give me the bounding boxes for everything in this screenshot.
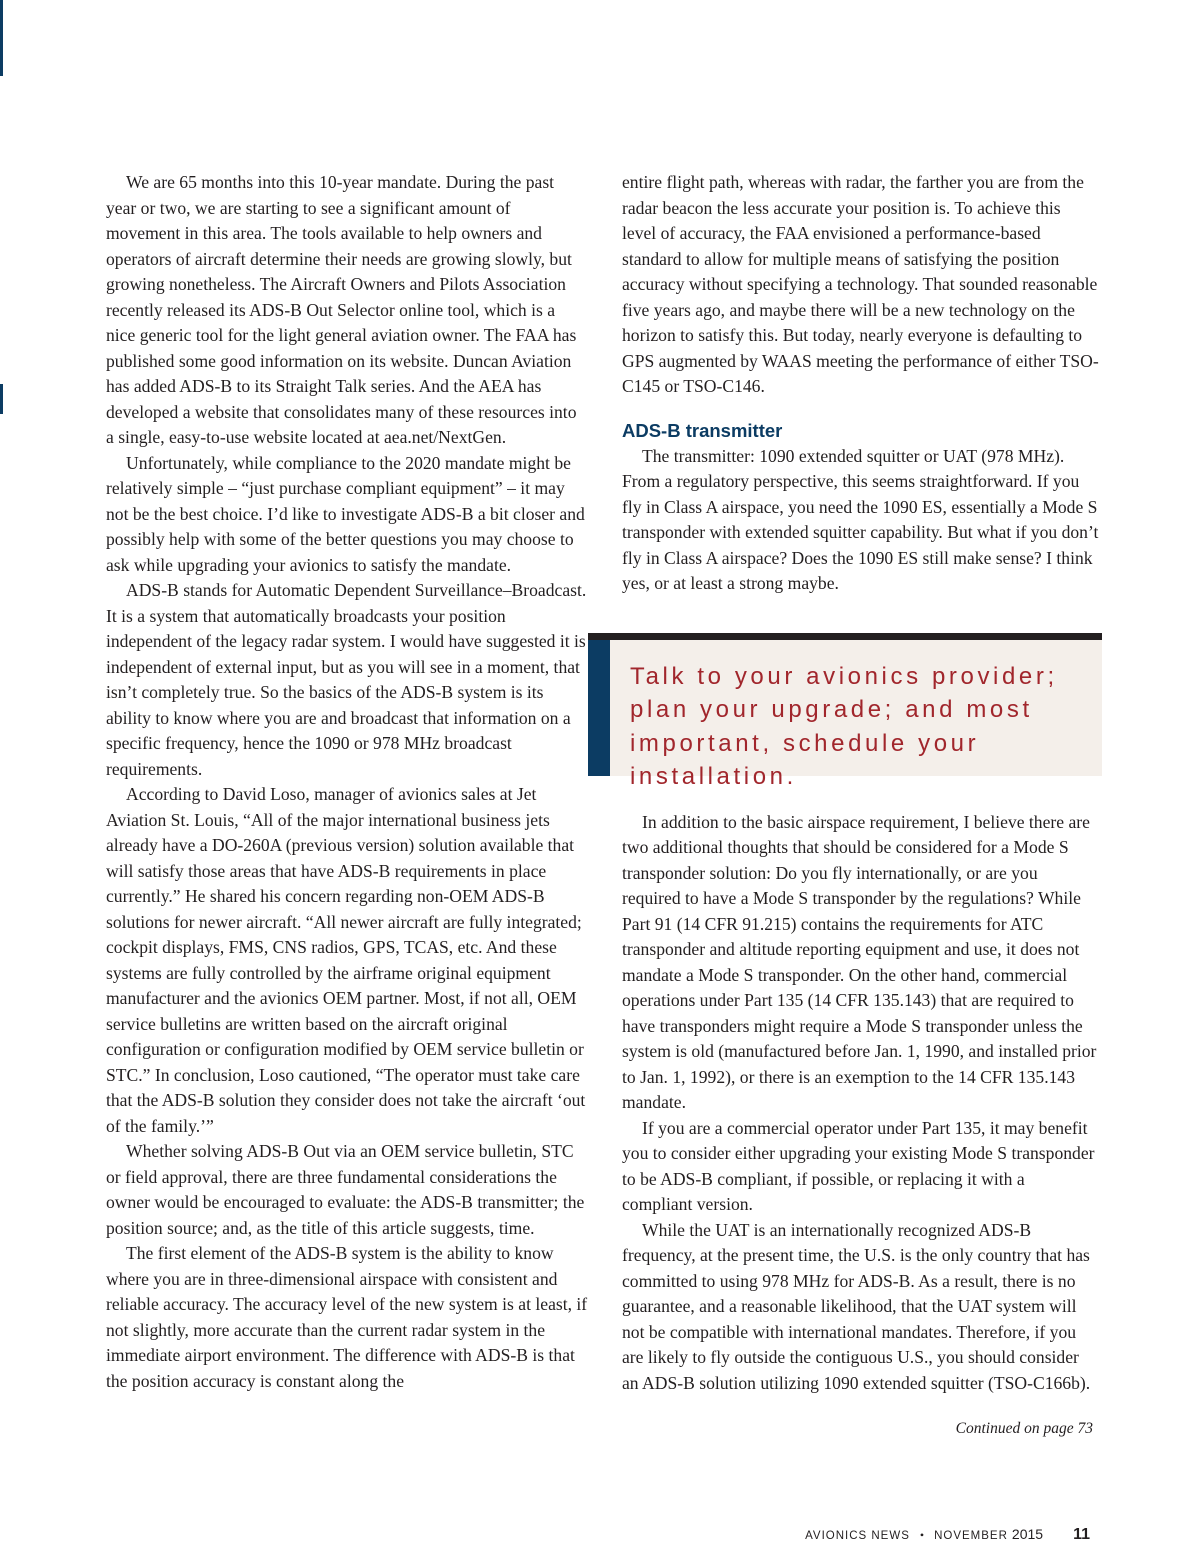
page-edge-marker-top [0,0,3,76]
body-paragraph: Unfortunately, while compliance to the 2020 mandate might be relatively simple – “just purchase compliant equipment” – it may not be the best choice. I’d like to investigate ADS-B a bit closer and possibly help with some of the better questions you may choose to ask while upgrading your avionics to satisfy the mandate. [106,452,585,575]
body-paragraph: The first element of the ADS-B system is the ability to know where you are in three-dimensional airspace with consistent and reliable accuracy. The accuracy level of the new system is at least, if not slightly, more accurate than the current radar system in the immediate airport environment. The difference with ADS-B is that the position accuracy is constant along the [106,1243,588,1391]
body-paragraph: Whether solving ADS-B Out via an OEM service bulletin, STC or field approval, there are three fundamental considerations the owner would be encouraged to evaluate: the ADS-B transmitter; the position source; and, as the title of this article suggests, time. [106,1141,585,1238]
body-paragraph: If you are a commercial operator under Part 135, it may benefit you to consider either upgrading your existing Mode S transponder to be ADS-B compliant, if possible, or replacing it with a compliant version. [622,1117,1095,1214]
pull-quote-top-rule [588,633,1102,640]
body-paragraph: In addition to the basic airspace requirement, I believe there are two additional thoughts that should be considered for a Mode S transponder solution: Do you fly internationally, or are you required to have a Mode S transponder by the regulations? While Part 91 (14 CFR 91.215) contains the requirements for ATC transponder and altitude reporting equipment and use, it does not mandate a Mode S transponder. On the other hand, commercial operations under Part 135 (14 CFR 135.143) that are required to have transponders might require a Mode S transponder unless the system is old (manufactured before Jan. 1, 1990, and installed prior to Jan. 1, 1992), or there is an exemption to the 14 CFR 135.143 mandate. [622,811,1097,1112]
section-subhead: ADS-B transmitter [622,419,783,441]
page-footer [805,1526,1090,1550]
page-number: 11 [1073,1526,1090,1543]
issue-year: 2015 [1011,1526,1044,1542]
body-paragraph: We are 65 months into this 10-year mandate. During the past year or two, we are starting to see a significant amount of movement in this area. The tools available to help owners and operators of aircraft determine their needs are growing slowly, but growing nonetheless. The Aircraft Owners and Pilots Association recently released its ADS-B Out Selector online tool, which is a nice generic tool for the light general aviation owner. The FAA has published some good information on its website. Duncan Aviation has added ADS-B to its Straight Talk series. And the AEA has developed a website that consolidates many of these resources into a single, easy-to-use website located at aea.net/NextGen. [106,172,577,447]
body-paragraph: While the UAT is an internationally recognized ADS-B frequency, at the present time, the U.S. is the only country that has committed to using 978 MHz for ADS-B. As a result, there is no guarantee, and a reasonable likelihood, that the UAT system will not be compatible with international mandates. Therefore, if you are likely to fly outside the contiguous U.S., you should consider an ADS-B solution utilizing 1090 extended squitter (TSO-C166b). [622,1219,1091,1393]
body-paragraph: According to David Loso, manager of avionics sales at Jet Aviation St. Louis, “All of the major international business jets already have a DO-260A (previous version) solution available that will satisfy those areas that have ADS-B requirements in place currently.” He shared his concern regarding non-OEM ADS-B solutions for newer aircraft. “All newer aircraft are fully integrated; cockpit displays, FMS, CNS radios, GPS, TCAS, etc. And these systems are fully controlled by the airframe original equipment manufacturer and the avionics OEM partner. Most, if not all, OEM service bulletins are written based on the aircraft original configuration or configuration modified by OEM service bulletin or STC.” In conclusion, Loso cautioned, “The operator must take care that the ADS-B solution they consider does not take the aircraft ‘out of the family.’” [106,784,586,1136]
pull-quote-text: Talk to your avionics provider; plan your upgrade; and most important, schedule your installation. [610,640,1102,776]
left-column [106,170,588,1394]
body-paragraph: ADS-B stands for Automatic Dependent Surveillance–Broadcast. It is a system that automatically broadcasts your position independent of the legacy radar system. I would have suggested it is independent of external input, but as you will see in a moment, that isn’t completely true. So the basics of the ADS-B system is its ability to know where you are and broadcast that information on a specific frequency, hence the 1090 or 978 MHz broadcast requirements. [106,580,587,779]
pull-quote-accent-stripe [588,640,610,776]
continued-on-page-note: Continued on page 73 [955,1420,1093,1437]
footer-separator: • [919,1528,925,1542]
page-edge-marker-middle [0,384,3,414]
pull-quote [588,633,1102,790]
publication-name: AVIONICS NEWS [805,1530,910,1542]
right-column [622,170,1099,1442]
body-paragraph: The transmitter: 1090 extended squitter or UAT (978 MHz). From a regulatory perspective, this seems straightforward. If you fly in Class A airspace, you need the 1090 ES, essentially a Mode S transponder with extended squitter capability. But what if you don’t fly in Class A airspace? Does the 1090 ES still make sense? I think yes, or at least a strong maybe. [622,445,1099,593]
issue-month: NOVEMBER [934,1530,1008,1542]
body-paragraph-continued: entire flight path, whereas with radar, the farther you are from the radar beacon the less accurate your position is. To achieve this level of accuracy, the FAA envisioned a performance-based standard to allow for multiple means of satisfying the position accuracy without specifying a technology. That sounded reasonable five years ago, and maybe there will be a new technology on the horizon to satisfy this. But today, nearly everyone is defaulting to GPS augmented by WAAS meeting the performance of either TSO-C145 or TSO-C146. [622,172,1099,396]
